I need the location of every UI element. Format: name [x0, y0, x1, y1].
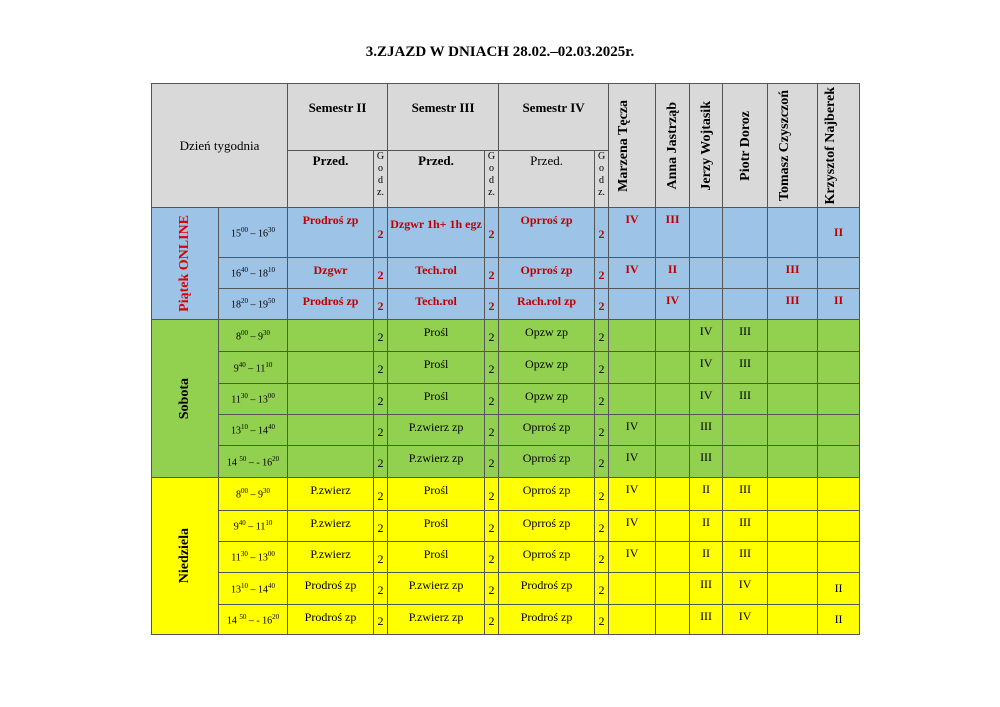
schedule-table [151, 83, 860, 635]
hours-cell: 2 [485, 605, 499, 635]
day-label: Piątek ONLINE [152, 208, 219, 320]
schedule-row [152, 478, 860, 511]
hours-cell: 2 [485, 352, 499, 384]
teacher-semester-cell: II [818, 605, 860, 635]
teacher-semester-cell: III [723, 511, 768, 542]
hours-cell: 2 [595, 415, 609, 446]
day-label: Sobota [152, 320, 219, 478]
time-slot: $11^{30} - 13^{00}$ [219, 384, 288, 415]
subject-cell: Prodroś zp [288, 573, 374, 605]
time-slot: $11^{30} - 13^{00}$ [219, 542, 288, 573]
teacher-semester-cell: IV [690, 320, 723, 352]
hours-cell: 2 [595, 384, 609, 415]
teacher-semester-cell [656, 511, 690, 542]
teacher-semester-cell: III [656, 208, 690, 258]
teacher-semester-cell: II [690, 542, 723, 573]
teacher-semester-cell [818, 352, 860, 384]
semester-header: Semestr II [288, 84, 388, 151]
teacher-semester-cell [818, 320, 860, 352]
teacher-semester-cell [656, 573, 690, 605]
time-slot: $9^{40} - 11^{10}$ [219, 352, 288, 384]
teacher-semester-cell [656, 605, 690, 635]
subject-cell: Prodroś zp [499, 605, 595, 635]
subject-cell: P.zwierz [288, 542, 374, 573]
hours-cell: 2 [595, 352, 609, 384]
subject-cell: Oprroś zp [499, 446, 595, 478]
hours-cell: 2 [485, 208, 499, 258]
hours-cell: 2 [485, 289, 499, 320]
semester-header: Semestr IV [499, 84, 609, 151]
subject-cell: Prośl [388, 478, 485, 511]
teacher-semester-cell: II [818, 208, 860, 258]
teacher-header: Marzena Tęcza [609, 84, 656, 208]
teacher-semester-cell: III [723, 320, 768, 352]
schedule-row [152, 258, 860, 289]
teacher-semester-cell [768, 573, 818, 605]
teacher-header: Piotr Doroz [723, 84, 768, 208]
teacher-semester-cell [818, 415, 860, 446]
teacher-semester-cell: II [690, 478, 723, 511]
schedule-row [152, 384, 860, 415]
subject-cell: Oprroś zp [499, 478, 595, 511]
time-slot: $13^{10} - 14^{40}$ [219, 573, 288, 605]
teacher-semester-cell [609, 289, 656, 320]
teacher-header: Tomasz Czyszczoń [768, 84, 818, 208]
subject-cell: Dzgwr [288, 258, 374, 289]
subject-cell: Prośl [388, 320, 485, 352]
teacher-semester-cell: IV [609, 478, 656, 511]
time-slot: $8^{00} - 9^{30}$ [219, 320, 288, 352]
hours-column-header: G o d z. [485, 151, 499, 208]
teacher-semester-cell [768, 446, 818, 478]
teacher-semester-cell [609, 384, 656, 415]
time-slot: $18^{20} - 19^{50}$ [219, 289, 288, 320]
time-slot: 14 $^{50}$ – - $16^{20}$ [219, 446, 288, 478]
hours-cell: 2 [374, 605, 388, 635]
subject-cell [288, 446, 374, 478]
hours-cell: 2 [485, 258, 499, 289]
subject-cell: P.zwierz zp [388, 573, 485, 605]
time-slot: 14 $^{50}$ – - $16^{20}$ [219, 605, 288, 635]
schedule-row [152, 446, 860, 478]
subject-cell: Prośl [388, 384, 485, 415]
subject-column-header: Przed. [388, 151, 485, 208]
teacher-semester-cell [768, 478, 818, 511]
teacher-semester-cell [656, 415, 690, 446]
hours-cell: 2 [374, 446, 388, 478]
teacher-semester-cell [768, 384, 818, 415]
hours-cell: 2 [595, 320, 609, 352]
subject-cell: P.zwierz zp [388, 605, 485, 635]
teacher-semester-cell [818, 384, 860, 415]
subject-cell: Prodroś zp [499, 573, 595, 605]
hours-cell: 2 [485, 415, 499, 446]
hours-cell: 2 [374, 384, 388, 415]
teacher-semester-cell: IV [609, 208, 656, 258]
schedule-row [152, 605, 860, 635]
teacher-semester-cell: IV [723, 573, 768, 605]
subject-cell: Prodroś zp [288, 208, 374, 258]
teacher-semester-cell [690, 258, 723, 289]
teacher-semester-cell: III [768, 258, 818, 289]
teacher-semester-cell [656, 320, 690, 352]
hours-cell: 2 [374, 258, 388, 289]
teacher-header: Krzysztof Najberek [818, 84, 860, 208]
hours-cell: 2 [374, 573, 388, 605]
teacher-semester-cell: IV [656, 289, 690, 320]
teacher-semester-cell: III [723, 542, 768, 573]
teacher-semester-cell [690, 208, 723, 258]
subject-cell: Oprroś zp [499, 258, 595, 289]
subject-cell: Opzw zp [499, 352, 595, 384]
subject-cell: Tech.rol [388, 289, 485, 320]
teacher-semester-cell: IV [690, 352, 723, 384]
teacher-semester-cell: III [690, 446, 723, 478]
subject-cell: P.zwierz zp [388, 415, 485, 446]
teacher-semester-cell [723, 289, 768, 320]
teacher-semester-cell [609, 605, 656, 635]
subject-cell: P.zwierz [288, 478, 374, 511]
teacher-semester-cell: III [768, 289, 818, 320]
subject-column-header: Przed. [499, 151, 595, 208]
hours-cell: 2 [374, 289, 388, 320]
teacher-semester-cell: IV [609, 511, 656, 542]
time-slot: $9^{40} - 11^{10}$ [219, 511, 288, 542]
subject-cell: Prośl [388, 352, 485, 384]
teacher-semester-cell [609, 573, 656, 605]
hours-cell: 2 [485, 542, 499, 573]
subject-cell: Oprroś zp [499, 415, 595, 446]
subject-cell [288, 320, 374, 352]
day-label: Niedziela [152, 478, 219, 635]
schedule-row [152, 573, 860, 605]
teacher-semester-cell [609, 320, 656, 352]
hours-cell: 2 [595, 446, 609, 478]
hours-cell: 2 [595, 478, 609, 511]
hours-cell: 2 [374, 542, 388, 573]
teacher-semester-cell [768, 511, 818, 542]
subject-cell: Opzw zp [499, 320, 595, 352]
teacher-semester-cell: III [690, 605, 723, 635]
hours-cell: 2 [595, 289, 609, 320]
subject-cell [288, 352, 374, 384]
hours-cell: 2 [485, 446, 499, 478]
hours-column-header: G o d z. [374, 151, 388, 208]
hours-column-header: G o d z. [595, 151, 609, 208]
subject-cell: Prodroś zp [288, 605, 374, 635]
subject-cell: Rach.rol zp [499, 289, 595, 320]
teacher-semester-cell [656, 352, 690, 384]
teacher-semester-cell [723, 415, 768, 446]
teacher-semester-cell [768, 542, 818, 573]
teacher-semester-cell: II [690, 511, 723, 542]
subject-column-header: Przed. [288, 151, 374, 208]
time-slot: $15^{00} - 16^{30}$ [219, 208, 288, 258]
hours-cell: 2 [374, 415, 388, 446]
teacher-semester-cell [609, 352, 656, 384]
time-slot: $13^{10} - 14^{40}$ [219, 415, 288, 446]
hours-cell: 2 [374, 478, 388, 511]
teacher-semester-cell [818, 511, 860, 542]
time-slot: $16^{40} - 18^{10}$ [219, 258, 288, 289]
teacher-semester-cell: III [723, 478, 768, 511]
teacher-semester-cell [768, 605, 818, 635]
day-of-week-header: Dzień tygodnia [152, 84, 288, 208]
teacher-semester-cell: IV [609, 542, 656, 573]
teacher-header: Jerzy Wojtasik [690, 84, 723, 208]
subject-cell [288, 415, 374, 446]
teacher-semester-cell: III [723, 352, 768, 384]
teacher-semester-cell: IV [609, 446, 656, 478]
subject-cell: Prodroś zp [288, 289, 374, 320]
teacher-semester-cell: III [690, 415, 723, 446]
hours-cell: 2 [595, 542, 609, 573]
schedule-row [152, 352, 860, 384]
subject-cell: P.zwierz [288, 511, 374, 542]
subject-cell: Dzgwr 1h+ 1h egz [388, 208, 485, 258]
hours-cell: 2 [374, 320, 388, 352]
teacher-semester-cell [818, 446, 860, 478]
teacher-semester-cell: II [818, 573, 860, 605]
hours-cell: 2 [595, 573, 609, 605]
teacher-semester-cell: IV [723, 605, 768, 635]
teacher-semester-cell [656, 446, 690, 478]
schedule-row [152, 511, 860, 542]
teacher-semester-cell [656, 384, 690, 415]
hours-cell: 2 [595, 605, 609, 635]
teacher-semester-cell [656, 478, 690, 511]
schedule-row [152, 415, 860, 446]
time-slot: $8^{00} - 9^{30}$ [219, 478, 288, 511]
teacher-header: Anna Jastrząb [656, 84, 690, 208]
teacher-semester-cell: IV [690, 384, 723, 415]
teacher-semester-cell: III [690, 573, 723, 605]
teacher-semester-cell: IV [609, 258, 656, 289]
schedule-row [152, 320, 860, 352]
semester-header: Semestr III [388, 84, 499, 151]
subject-cell: Oprroś zp [499, 542, 595, 573]
teacher-semester-cell: II [656, 258, 690, 289]
teacher-semester-cell [818, 542, 860, 573]
teacher-semester-cell [818, 478, 860, 511]
subject-cell: Oprroś zp [499, 208, 595, 258]
teacher-semester-cell [768, 352, 818, 384]
teacher-semester-cell [723, 208, 768, 258]
teacher-semester-cell: II [818, 289, 860, 320]
hours-cell: 2 [374, 352, 388, 384]
subject-cell: Prośl [388, 542, 485, 573]
hours-cell: 2 [595, 511, 609, 542]
hours-cell: 2 [485, 511, 499, 542]
hours-cell: 2 [485, 384, 499, 415]
schedule-row [152, 208, 860, 258]
hours-cell: 2 [485, 573, 499, 605]
teacher-semester-cell [690, 289, 723, 320]
schedule-row [152, 289, 860, 320]
teacher-semester-cell [768, 208, 818, 258]
teacher-semester-cell [723, 446, 768, 478]
teacher-semester-cell [656, 542, 690, 573]
teacher-semester-cell [723, 258, 768, 289]
teacher-semester-cell: IV [609, 415, 656, 446]
teacher-semester-cell: III [723, 384, 768, 415]
hours-cell: 2 [595, 258, 609, 289]
subject-cell: P.zwierz zp [388, 446, 485, 478]
hours-cell: 2 [485, 478, 499, 511]
subject-cell: Opzw zp [499, 384, 595, 415]
subject-cell: Tech.rol [388, 258, 485, 289]
teacher-semester-cell [768, 320, 818, 352]
hours-cell: 2 [595, 208, 609, 258]
subject-cell: Oprroś zp [499, 511, 595, 542]
teacher-semester-cell [818, 258, 860, 289]
hours-cell: 2 [374, 511, 388, 542]
teacher-semester-cell [768, 415, 818, 446]
subject-cell [288, 384, 374, 415]
schedule-row [152, 542, 860, 573]
hours-cell: 2 [485, 320, 499, 352]
subject-cell: Prośl [388, 511, 485, 542]
page-title: 3.ZJAZD W DNIACH 28.02.–02.03.2025r. [365, 44, 635, 60]
hours-cell: 2 [374, 208, 388, 258]
